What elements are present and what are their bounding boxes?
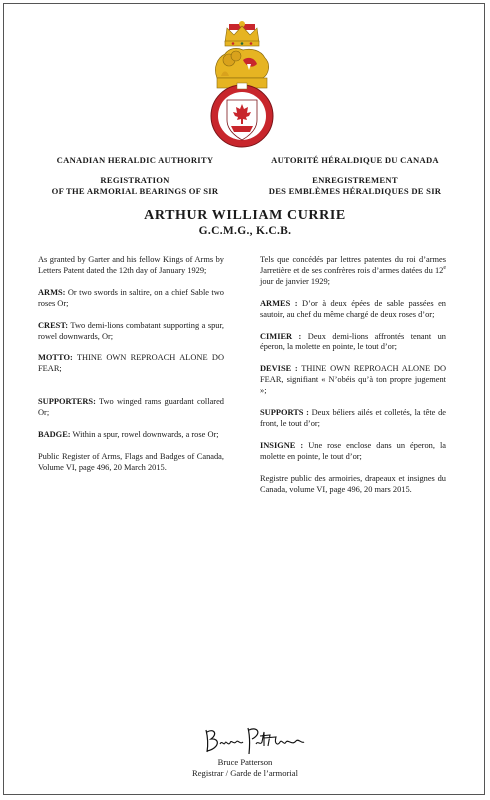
english-header xyxy=(30,155,240,197)
crest-label-fr: CIMIER : xyxy=(260,331,302,341)
arms-label-fr: ARMES : xyxy=(260,298,298,308)
signatory-title: Registrar / Garde de l’armorial xyxy=(192,768,298,778)
arms-text-fr: D’or à deux épées de sable passées en sautoir, au chef du même chargé de deux roses d’or; xyxy=(260,298,446,319)
motto-text-en: THINE OWN REPROACH ALONE DO FEAR; xyxy=(38,353,224,374)
supporters-text-en: Two winged rams guardant collared Or; xyxy=(38,397,224,418)
badge-fr xyxy=(260,441,446,463)
crown-icon xyxy=(225,21,259,46)
arms-label-en: ARMS: xyxy=(38,287,66,297)
badge-label-fr: INSIGNE : xyxy=(260,440,304,450)
french-column xyxy=(260,255,446,496)
crest-en xyxy=(38,321,224,343)
registration-subtitle-en: OF THE ARMORIAL BEARINGS OF SIR xyxy=(51,186,219,196)
motto-fr xyxy=(260,364,446,397)
signature-block xyxy=(0,757,490,779)
supporters-label-en: SUPPORTERS: xyxy=(38,397,96,407)
intro-fr-b: jour de janvier 1929; xyxy=(260,276,331,286)
english-column xyxy=(38,255,224,474)
supporters-label-fr: SUPPORTS : xyxy=(260,408,309,418)
supporters-fr xyxy=(260,408,446,430)
authority-name-fr: AUTORITÉ HÉRALDIQUE DU CANADA xyxy=(271,155,439,165)
french-header xyxy=(250,155,460,197)
motto-text-fr: THINE OWN REPROACH ALONE DO FEAR, signifiant « N’obéis qu’à ton propre jugement »; xyxy=(260,364,446,396)
supporters-en xyxy=(38,397,224,419)
registration-title-en: REGISTRATION xyxy=(100,175,170,185)
shield-icon xyxy=(211,78,273,147)
recipient-name: ARTHUR WILLIAM CURRIE xyxy=(144,208,346,223)
signature-image xyxy=(198,722,308,758)
arms-text-en: Or two swords in saltire, on a chief Sable two roses Or; xyxy=(38,287,224,308)
heraldic-authority-emblem xyxy=(203,20,281,152)
registration-subtitle-fr: DES EMBLÈMES HÉRALDIQUES DE SIR xyxy=(268,186,442,196)
intro-fr-a: Tels que concédés par lettres patentes du roi d’armes Jarretière et de ses confrères rois d’armes datées du 12 xyxy=(260,255,446,275)
motto-label-fr: DEVISE : xyxy=(260,364,298,374)
registration-title-fr: ENREGISTREMENT xyxy=(312,175,398,185)
intro-en: As granted by Garter and his fellow Kings of Arms by Letters Patent dated the 12th day of January 1929; xyxy=(38,255,224,275)
crest-fr xyxy=(260,332,446,354)
signatory-name: Bruce Patterson xyxy=(217,757,273,767)
intro-fr-sup: e xyxy=(443,265,446,272)
authority-name-en: CANADIAN HERALDIC AUTHORITY xyxy=(56,155,214,165)
lion-icon xyxy=(215,48,268,78)
supporters-text-fr: Deux béliers ailés et colletés, la tête de front, le tout d’or; xyxy=(260,408,446,428)
arms-fr xyxy=(260,299,446,321)
motto-en xyxy=(38,353,224,375)
badge-en xyxy=(38,430,224,441)
badge-text-en: Within a spur, rowel downwards, a rose Or; xyxy=(70,430,219,440)
arms-en xyxy=(38,288,224,310)
badge-label-en: BADGE: xyxy=(38,430,71,440)
crest-label-en: CREST: xyxy=(38,320,69,330)
intro-fr xyxy=(260,255,446,288)
register-fr: Registre public des armoiries, drapeaux et insignes du Canada, volume VI, page 496, 20 mars 2015. xyxy=(260,473,446,494)
crest-text-fr: Deux demi-lions affrontés tenant un éperon, la molette en pointe, le tout d’or; xyxy=(260,331,446,352)
recipient-honours: G.C.M.G., K.C.B. xyxy=(198,225,292,237)
crest-text-en: Two demi-lions combatant supporting a spur, rowel downwards, Or; xyxy=(38,320,224,341)
badge-text-fr: Une rose enclose dans un éperon, la molette en pointe, le tout d’or; xyxy=(260,440,446,461)
register-en: Public Register of Arms, Flags and Badges of Canada, Volume VI, page 496, 20 March 2015. xyxy=(38,451,224,472)
motto-label-en: MOTTO: xyxy=(38,353,73,363)
